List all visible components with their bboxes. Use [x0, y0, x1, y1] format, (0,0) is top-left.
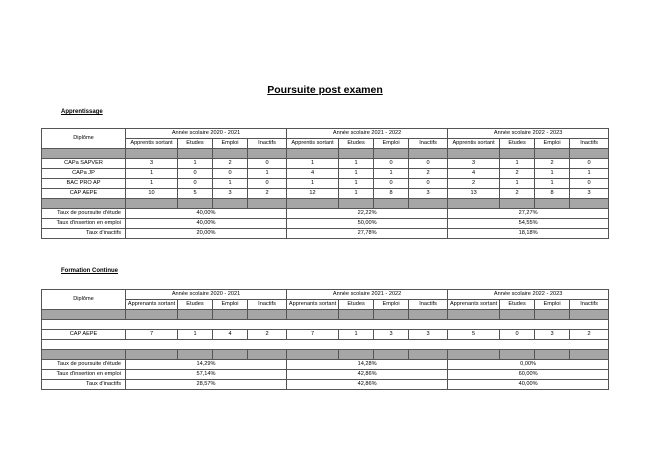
gray-band	[42, 310, 609, 320]
cell: 3	[448, 159, 500, 169]
header-year-2: Année scolaire 2021 - 2022	[287, 290, 448, 300]
rate-label: Taux d'insertion en emploi	[42, 219, 126, 229]
col-emploi: Emploi	[213, 139, 248, 149]
rate-value: 28,57%	[126, 380, 287, 390]
cell: 4	[287, 169, 339, 179]
cell: 5	[178, 189, 213, 199]
table-row	[42, 179, 609, 189]
cell: 2	[570, 330, 609, 340]
cell: 3	[409, 189, 448, 199]
cell: 0	[570, 159, 609, 169]
header-year-3: Année scolaire 2022 - 2023	[448, 129, 609, 139]
cell: 1	[500, 159, 535, 169]
cell: 12	[287, 189, 339, 199]
cell: 1	[339, 189, 374, 199]
table-row	[42, 159, 609, 169]
cell: 1	[213, 179, 248, 189]
cell: 13	[448, 189, 500, 199]
cell: 7	[126, 330, 178, 340]
cell: 0	[570, 179, 609, 189]
spacer-row	[42, 320, 609, 330]
cell: 0	[374, 159, 409, 169]
cell: 3	[409, 330, 448, 340]
rate-value: 14,29%	[126, 360, 287, 370]
cell: 2	[500, 189, 535, 199]
cell: 0	[248, 159, 287, 169]
cell: 0	[374, 179, 409, 189]
row-diploma: CAPa SAPVER	[42, 159, 126, 169]
spacer-row	[42, 340, 609, 350]
cell: 2	[535, 159, 570, 169]
col-etudes: Etudes	[339, 300, 374, 310]
col-etudes: Etudes	[500, 139, 535, 149]
cell: 1	[339, 330, 374, 340]
col-emploi: Emploi	[535, 139, 570, 149]
cell: 1	[500, 179, 535, 189]
col-emploi: Emploi	[213, 300, 248, 310]
gray-band	[42, 149, 609, 159]
cell: 2	[448, 179, 500, 189]
header-year-2: Année scolaire 2021 - 2022	[287, 129, 448, 139]
cell: 1	[339, 169, 374, 179]
rate-value: 0,00%	[448, 360, 609, 370]
cell: 8	[374, 189, 409, 199]
cell: 1	[570, 169, 609, 179]
rate-value: 18,18%	[448, 229, 609, 239]
cell: 1	[287, 159, 339, 169]
row-diploma: CAPa JP	[42, 169, 126, 179]
col-sortant: Apprenants sortant	[126, 300, 178, 310]
row-diploma: CAP AEPE	[42, 330, 126, 340]
col-etudes: Etudes	[178, 139, 213, 149]
cell: 2	[500, 169, 535, 179]
rate-label: Taux de poursuite d'étude	[42, 209, 126, 219]
rate-row	[42, 370, 609, 380]
rate-value: 54,55%	[448, 219, 609, 229]
rate-row	[42, 360, 609, 370]
col-inactifs: Inactifs	[570, 139, 609, 149]
cell: 3	[374, 330, 409, 340]
cell: 0	[178, 169, 213, 179]
cell: 1	[339, 159, 374, 169]
cell: 0	[500, 330, 535, 340]
cell: 3	[535, 330, 570, 340]
gray-band	[42, 350, 609, 360]
formation-table	[41, 289, 609, 390]
rate-value: 40,00%	[126, 209, 287, 219]
col-emploi: Emploi	[374, 300, 409, 310]
page-title: Poursuite post examen	[267, 84, 383, 96]
col-etudes: Etudes	[500, 300, 535, 310]
col-inactifs: Inactifs	[409, 300, 448, 310]
col-emploi: Emploi	[535, 300, 570, 310]
cell: 5	[448, 330, 500, 340]
col-sortant: Apprentis sortant	[126, 139, 178, 149]
header-diplome: Diplôme	[42, 129, 126, 149]
cell: 3	[126, 159, 178, 169]
rate-value: 42,86%	[287, 380, 448, 390]
rate-value: 27,78%	[287, 229, 448, 239]
rate-value: 27,27%	[448, 209, 609, 219]
rate-value: 57,14%	[126, 370, 287, 380]
section-label-apprentissage: Apprentissage	[61, 109, 103, 115]
header-year-1: Année scolaire 2020 - 2021	[126, 290, 287, 300]
cell: 2	[213, 159, 248, 169]
col-sortant: Apprenants sortant	[287, 300, 339, 310]
rate-row	[42, 229, 609, 239]
rate-value: 22,22%	[287, 209, 448, 219]
table-row	[42, 330, 609, 340]
cell: 1	[374, 169, 409, 179]
header-year-1: Année scolaire 2020 - 2021	[126, 129, 287, 139]
cell: 0	[409, 179, 448, 189]
cell: 4	[448, 169, 500, 179]
col-sortant: Apprentis sortant	[448, 139, 500, 149]
cell: 0	[248, 179, 287, 189]
rate-value: 14,28%	[287, 360, 448, 370]
row-diploma: BAC PRO AP	[42, 179, 126, 189]
cell: 1	[178, 159, 213, 169]
col-sortant: Apprenants sortant	[448, 300, 500, 310]
row-diploma: CAP AEPE	[42, 189, 126, 199]
cell: 0	[178, 179, 213, 189]
apprentissage-table	[41, 128, 609, 239]
col-etudes: Etudes	[178, 300, 213, 310]
rate-value: 40,00%	[448, 380, 609, 390]
rate-row	[42, 219, 609, 229]
col-sortant: Apprentis sortant	[287, 139, 339, 149]
table-row	[42, 169, 609, 179]
cell: 1	[535, 169, 570, 179]
cell: 1	[126, 179, 178, 189]
cell: 3	[570, 189, 609, 199]
section-label-formation: Formation Continue	[61, 268, 118, 274]
rate-value: 42,86%	[287, 370, 448, 380]
cell: 3	[213, 189, 248, 199]
header-year-3: Année scolaire 2022 - 2023	[448, 290, 609, 300]
cell: 0	[213, 169, 248, 179]
cell: 1	[535, 179, 570, 189]
cell: 0	[409, 159, 448, 169]
cell: 1	[287, 179, 339, 189]
cell: 1	[248, 169, 287, 179]
rate-value: 60,00%	[448, 370, 609, 380]
cell: 1	[126, 169, 178, 179]
col-inactifs: Inactifs	[570, 300, 609, 310]
col-inactifs: Inactifs	[248, 300, 287, 310]
col-emploi: Emploi	[374, 139, 409, 149]
cell: 8	[535, 189, 570, 199]
cell: 2	[409, 169, 448, 179]
cell: 1	[178, 330, 213, 340]
rate-row	[42, 209, 609, 219]
rate-label: Taux d'insertion en emploi	[42, 370, 126, 380]
rate-value: 50,00%	[287, 219, 448, 229]
rate-label: Taux d'inactifs	[42, 380, 126, 390]
rate-value: 20,00%	[126, 229, 287, 239]
rate-value: 40,00%	[126, 219, 287, 229]
col-inactifs: Inactifs	[248, 139, 287, 149]
rate-row	[42, 380, 609, 390]
cell: 2	[248, 189, 287, 199]
rate-label: Taux d'inactifs	[42, 229, 126, 239]
rate-label: Taux de poursuite d'étude	[42, 360, 126, 370]
header-diplome: Diplôme	[42, 290, 126, 310]
cell: 2	[248, 330, 287, 340]
col-inactifs: Inactifs	[409, 139, 448, 149]
table-row	[42, 189, 609, 199]
gray-band	[42, 199, 609, 209]
cell: 7	[287, 330, 339, 340]
cell: 10	[126, 189, 178, 199]
cell: 1	[339, 179, 374, 189]
col-etudes: Etudes	[339, 139, 374, 149]
cell: 4	[213, 330, 248, 340]
